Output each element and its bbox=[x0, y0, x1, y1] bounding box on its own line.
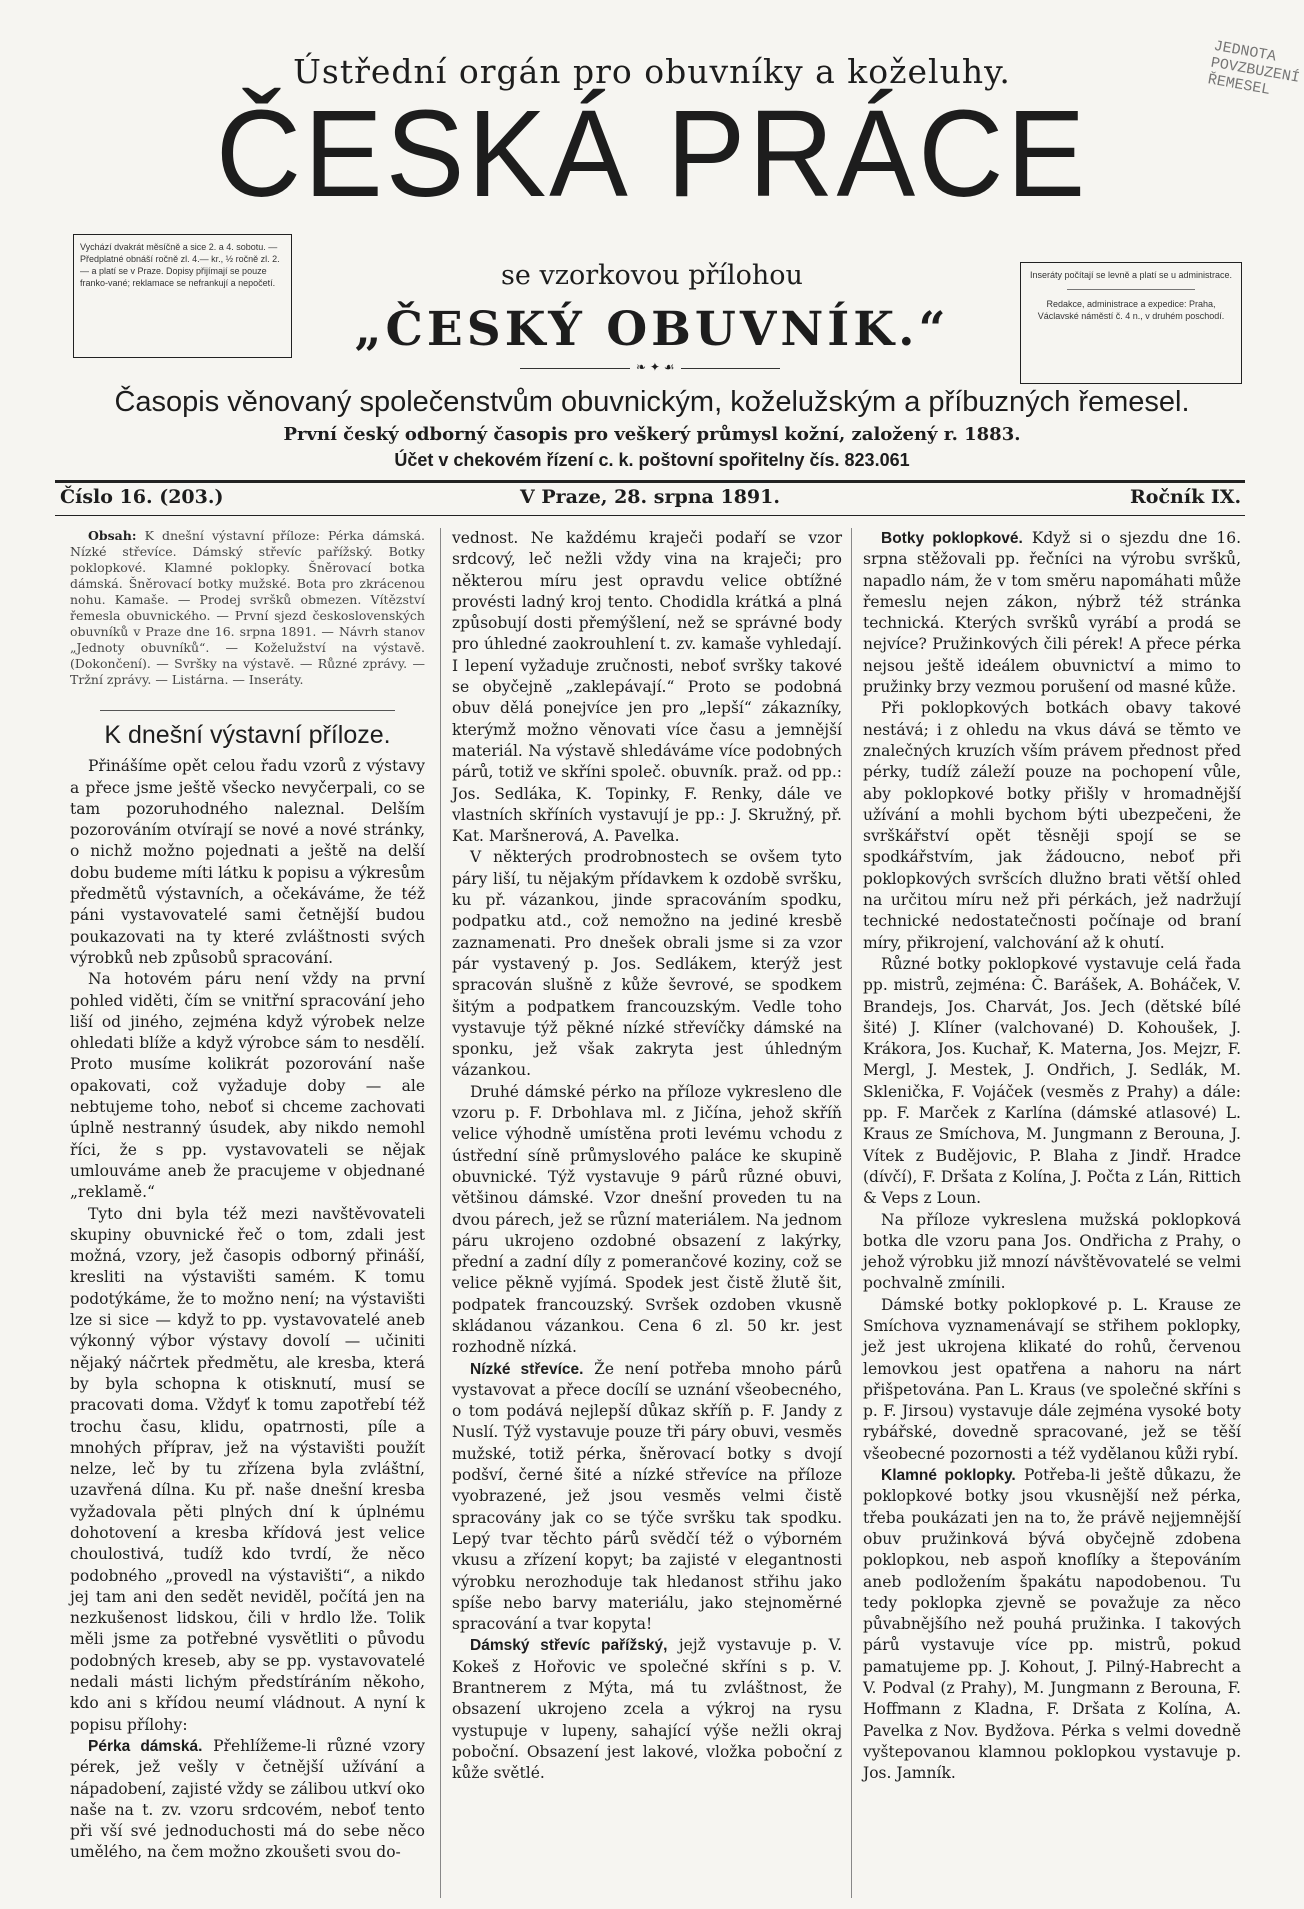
paragraph-text: Přehlížeme-li různé vzory pérek, jež vešly v četnější užívání a nápadobení, zajisté vždy se zálibou utkví oko naše na t. zv. vzoru srdcovém, neboť tento při vší své jednoduchosti má do sebe něco umělého, na čem možno zkoušeti svou do- bbox=[70, 1736, 425, 1862]
issue-number: Číslo 16. (203.) bbox=[60, 486, 224, 508]
paragraph-text: Že není potřeba mnoho párů vystavovat a přece docílí se uznání všeobecného, o tom podává nejlepší důkaz skříň p. F. Jandy z Nuslí. Týž vystavuje pouze tři páry obuvi, vesměs mužské, totiž pérka, šněrovací botky s dvojí podšví, černé šité a nízké střevíce na příloze vyobrazené, jež jsou vesměs velmi čistě spracovány jak co se týče svršku tak spodku. Lepý tvar těchto párů svědčí též o výborném vkusu a zřízení kopyt; ba zajisté v elegantnosti výrobku nerozhoduje tak hledanost střihu jako spíše nebo barvy materiálu, jako stejnoměrné spracování a tvar kopyta! bbox=[452, 1359, 842, 1634]
subtitle-line-2: První český odborný časopis pro veškerý průmysl kožní, založený r. 1883. bbox=[283, 424, 1021, 445]
ornament-icon: ❧ ✦ ☙ bbox=[630, 360, 681, 374]
editorial-info-box bbox=[1020, 262, 1242, 384]
ornament-divider bbox=[520, 360, 780, 374]
paragraph: Na příloze vykreslena mužská poklopková botka dle vzoru pana Jos. Ondřicha z Prahy, o jehož výrobku již mnozí návštěvovatelé se velmi pochvalně zmínili. bbox=[863, 1210, 1241, 1293]
contents bbox=[70, 528, 425, 688]
section-lead: Botky poklopkové. bbox=[881, 530, 1023, 547]
article-headline: K dnešní výstavní příloze. bbox=[104, 721, 391, 749]
section-lead: Nízké střevíce. bbox=[470, 1360, 584, 1378]
column-2 bbox=[452, 528, 842, 1785]
paragraph-text: jejž vystavuje p. V. Kokeš z Hořovic ve společné skříni s p. V. Brantnerem z Mýta, má tu zvláštnost, že obsazení ukrojeno zcela a výkroj na rysu vystupuje v lupeny, sahající výše nežli okraj poboční. Obsazení jest lakové, vložka poboční z kůže světlé. bbox=[452, 1636, 842, 1783]
paragraph bbox=[863, 528, 1241, 698]
paragraph: Při poklopkových botkách obavy takové nestává; i z ohledu na vkus dává se těmto ve znalečných kruzích vším právem přednost před pérky, tudíž záleží pouze na pochopení vůle, aby poklopkové botky přišly v hromadnější užívání a mohli bychom býti ubezpečeni, že svrškářství opět těsněji spojí se se spodkářstvím, jak žádoucno, neboť při poklopkových svršcích dlužno brati větší ohled na určitou míru než při pérkách, jež nadržují technické nedostatečnosti počínaje od braní míry, přikrojení, valchování až k ohutí. bbox=[863, 699, 1241, 952]
volume-number: Ročník IX. bbox=[1130, 486, 1242, 508]
advert-info-text: Inseráty počítají se levně a platí se u administrace. bbox=[1029, 270, 1233, 280]
paragraph: V některých prodrobnostech se ovšem tyto páry liší, tu nějakým přídavkem k ozdobě svršku, ku př. vázankou, jinde spracováním spodku, podpatku atd., což nemožno na jediné kresbě zaznamenati. Pro dnešek obrali jsme si za vzor pár vystavený p. Jos. Sedlákem, kterýž jest spracován slušně z kůže ševrové, se spodkem šitým a podpatkem francouzským. Vedle toho vystavuje týž pěkné nízké střevíčky dámské na sponku, jež však zakryta jest úhledným vázankou. bbox=[452, 848, 842, 1080]
section-lead: Pérka dámská. bbox=[88, 1737, 203, 1755]
tagline: Ústřední orgán pro obuvníky a koželuhy. bbox=[293, 52, 1011, 91]
paragraph bbox=[452, 1359, 842, 1636]
paragraph: Na hotovém páru není vždy na první pohled viděti, čím se vnitřní spracování jeho liší od jiného, zejména když výrobek nelze ohledati blíže a když výrobce sám to nesdělí. Proto musíme kolikrát pozorování naše opakovati, což vyžaduje doby — ale nebtujeme toho, neboť si chceme zachovati úplně nestranný úsudek, aby nikdo nemohl říci, že s pp. vystavovateli se nějak umlouváme aneb že pracujeme v objednané „reklamě.“ bbox=[70, 970, 425, 1202]
paragraph bbox=[452, 1635, 842, 1784]
section-lead: Dámský střevíc pařížský, bbox=[470, 1637, 668, 1655]
supplement-title: „ČESKÝ OBUVNÍK.“ bbox=[354, 302, 950, 357]
column-rule-2 bbox=[851, 528, 852, 1898]
subtitle-line-1: Časopis věnovaný společenstvům obuvnickým, koželužským a příbuzných řemesel. bbox=[114, 386, 1190, 418]
subscription-info-text: Vychází dvakrát měsíčně a sice 2. a 4. sobotu. — Předplatné obnáší ročně zl. 4.— kr., ½ ročně zl. 2.— a platí se v Praze. Dopisy přijímají se pouze franko-vané; reklamace se nefrankují a nepočetí. bbox=[80, 242, 280, 288]
top-rule bbox=[55, 480, 1245, 483]
paragraph: Druhé dámské pérko na příloze vykresleno dle vzoru p. F. Drbohlava ml. z Jičína, jehož skříň velice výhodně umístěna proti levému vchodu z ústřední síně průmyslového paláce ke skupině obuvnické. Týž vystavuje 9 párů různé obuvi, většinou dámské. Vzor dnešní proveden tu na dvou párech, jež se různí materiálem. Na jednom páru ukrojeno ozdobné obsazení z lakýrky, přední a zadní díly z pomerančové koziny, což se velice pěkně vyjímá. Spodek jest čistě žlutě šit, podpatek francouzský. Svršek ozdoben vkusně skládanou vázankou. Cena 6 zl. 50 kr. jest rozhodně nízká. bbox=[452, 1082, 842, 1357]
paragraph: Dámské botky poklopkové p. L. Krause ze Smíchova vyznamenávají se střihem poklopky, jež jest ukrojena klikaté do rohů, červenou lemovkou jest opatřena a nahoru na nárt přišpetována. Pan L. Kraus (ve společné skříni s p. F. Jirsou) vystavuje dále zejména vysoké boty rybářské, dovedně spracované, jež se těší všeobecné pozornosti a též vydělanou kůži rybí. bbox=[863, 1295, 1241, 1463]
paragraph: vednost. Ne každému kraječi podaří se vzor srdcový, leč nežli vždy vina na kraječi; pro některou míru jest opravdu velice obtížné provésti ladný kroj tento. Chodidla krátká a plná způsobují dosti přemýšlení, než se správné body pro úhledné zaokrouhlení t. zv. kamaše vyhledají. I lepení vyžaduje zručnosti, neboť svršky takové se obyčejně „zaklepávají.“ Proto se podobná obuv dělá ponejvíce jen pro „lepší“ zákazníky, kterýmž možno věnovati více času a jemnější materiál. Na výstavě shledáváme více podobných párů, totiž ve skříni společ. obuvník. praž. od pp.: Jos. Sedláka, K. Topinky, F. Renky, dále ve vlastních skříních vystavují je pp.: J. Skružný, př. Kat. Maršnerová, A. Pavelka. bbox=[452, 529, 842, 846]
column-3 bbox=[863, 528, 1241, 1785]
subscription-info-box bbox=[73, 234, 292, 358]
column-rule-1 bbox=[440, 528, 441, 1898]
library-stamp: JEDNOTA POVZBUZENÍ ŘEMESEL bbox=[1206, 37, 1301, 99]
paragraph: Tyto dni byla též mezi navštěvovateli skupiny obuvnické řeč o tom, zdali jest možná, vzory, jež časopis odborný přináší, kresliti na výstavišti samém. K tomu podotýkáme, že to možno není; na výstavišti lze si sice — když to pp. vystavovatelé aneb výkonný výbor výstavy dovolí — učiniti nějaký náčrtek předmětu, ale kresba, která by byla schopna k otisknutí, musí se pracovati doma. Vždyť k tomu zapotřebí též trochu času, klidu, opatrnosti, píle a mnohých příprav, jež na výstavišti použít nelze, leč by tu zřízena byla zvláštní, uzavřená dílna. Ku př. naše dnešní kresba vyžadovala pěti plných dní k úplnému dohotovení a kresba křídová jest velice choulostivá, tudíž kdo tvrdí, že něco podobného „provedl na výstavišti“, a nikdo jej tam ani den sedět neviděl, počítá jen na nezkušenost lidskou, čili v hrdlo lže. Tolik měli jsme za potřebné vysvětliti o původu podobných kreseb, aby se pp. vystavovatelé nedali másti lichým předstíráním někoho, kdo ani s křídou neumí vládnout. A nyní k popisu přílohy: bbox=[70, 1204, 425, 1734]
box-divider bbox=[1067, 289, 1195, 290]
issue-date: V Praze, 28. srpna 1891. bbox=[520, 486, 780, 508]
paragraph: Různé botky poklopkové vystavuje celá řada pp. mistrů, zejména: Č. Barášek, A. Boháček, V. Brandejs, Jos. Charvát, Jos. Jech (dětské bílé šité) J. Klíner (valchované) D. Kohoušek, J. Krákora, Jos. Kuchař, K. Materna, Jos. Mejzr, F. Mergl, J. Mestek, J. Ondřich, J. Sedlák, M. Sklenička, F. Vojáček (vesměs z Prahy) a dále: pp. F. Marček z Karlína (dámské atlasové) L. Kraus ze Smíchova, M. Jungmann z Berouna, J. Vítek z Budějovic, P. Blaha z Jindř. Hradce (dívčí), F. Dršata z Kolína, J. Počta z Lán, Rittich & Veps z Loun. bbox=[863, 954, 1241, 1208]
paragraph bbox=[863, 1465, 1241, 1784]
newspaper-title: ČESKÁ PRÁCE bbox=[215, 84, 1089, 224]
paragraph-text: Když si o sjezdu dne 16. srpna stěžovali pp. řečníci na výrobu svršků, napadlo nám, že v tom směru napomáhati může řemeslu nejen zákon, nýbrž též stránka technická. Kterých svršků vyrábí a prodá se nejvíce? Pružinkových čili pérek! A přece pérka nejsou ještě ideálem obuvnictví a mimo to pružinky brzy vezmou porušení od masné kůže. bbox=[863, 529, 1241, 697]
paragraph bbox=[70, 1736, 425, 1864]
headline-rule bbox=[100, 710, 395, 711]
supplement-line: se vzorkovou přílohou bbox=[501, 260, 803, 291]
contents-text: K dnešní výstavní příloze: Pérka dámská. Nízké střevíce. Dámský střevíc pařížský. Botky poklopkové. Klamné poklopky. Šněrovací botka dámská. Šněrovací botky mužské. Bota pro zkrácenou nohu. Kamaše. — Prodej svršků obmezen. Vítězství řemesla obuvnického. — První sjezd československých obuvníků v Praze dne 16. srpna 1891. — Návrh stanov „Jednoty obuvníků“. — Koželužství na výstavě. (Dokončení). — Svršky na výstavě. — Různé zprávy. — Tržní zprávy. — Listárna. — Inseráty. bbox=[70, 528, 426, 687]
bottom-rule bbox=[55, 515, 1245, 516]
section-lead: Klamné poklopky. bbox=[881, 1467, 1016, 1485]
paragraph: Přinášíme opět celou řadu vzorů z výstavy a přece jsme ještě všecko nevyčerpali, co se tam pozoruhodného naleznal. Delším pozorováním otvírají se nové a nové stránky, o nichž možno pojednati a ještě na delší dobu budeme míti látku k popisu a výkresům předmětů výstavních, a očekáváme, že též páni vystavovatelé sami četnější budou poukazovati na ty které zvláštnosti svých výrobků neb způsobů spracování. bbox=[70, 757, 425, 967]
column-1 bbox=[70, 528, 425, 1864]
subtitle-line-3: Účet v chekovém řízení c. k. poštovní spořitelny čís. 823.061 bbox=[394, 450, 910, 470]
editorial-address-text: Redakce, administrace a expedice: Praha, Václavské náměstí č. 4 n., v druhém poschodí. bbox=[1037, 299, 1225, 321]
paragraph-text: Potřeba-li ještě důkazu, že poklopkové botky jsou vkusnější než pérka, třeba poukázati jen na to, že právě nejjemnější obuv pružinková bývá obyčejně zdobena poklopkou, neb aspoň knoflíky a štepováním aneb podložením špakátu napodobenou. Tu tedy poklopka zjevně se považuje za něco půvabnějšího než pouhá pružinka. I takových párů vystavuje více pp. mistrů, pokud pamatujeme pp. J. Kohout, J. Pilný-Habrecht a V. Podval (z Prahy), M. Jungmann z Berouna, F. Hoffmann z Kladna, F. Dršata z Kolína, A. Pavelka z Nov. Bydžova. Pérka s velmi dovedně vyštepovanou klamnou poklopkou vystavuje p. Jos. Jamník. bbox=[863, 1466, 1242, 1783]
contents-label: Obsah: bbox=[88, 528, 137, 543]
